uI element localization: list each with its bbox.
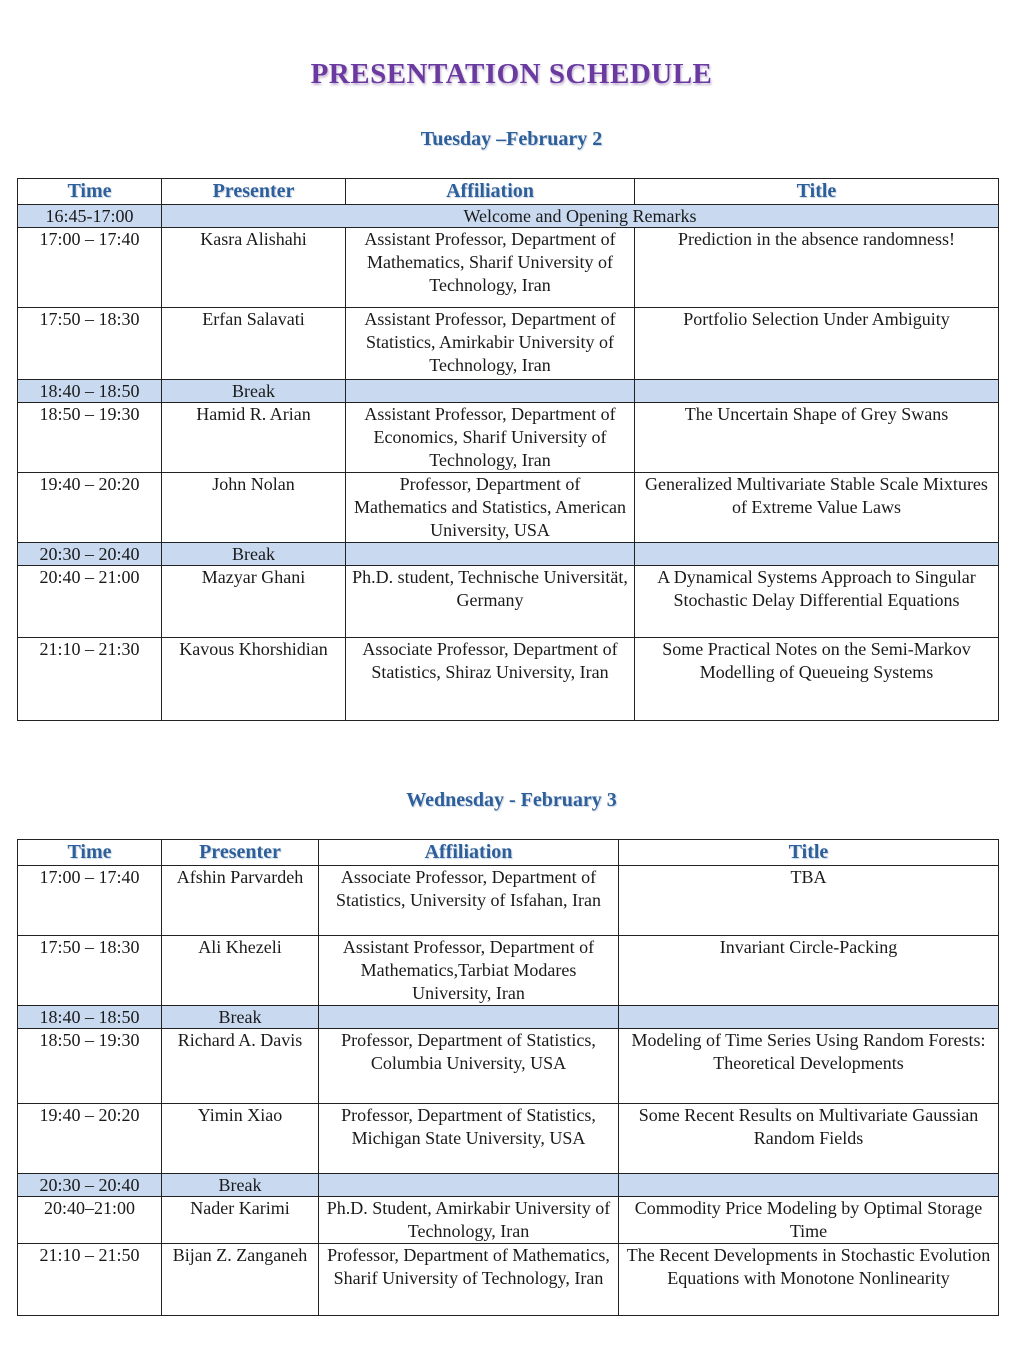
- table-row: [18, 866, 999, 936]
- table-row: [18, 1244, 999, 1316]
- row-presenter: Kasra Alishahi: [162, 228, 346, 308]
- row-title: The Recent Developments in Stochastic Evolution Equations with Monotone Nonlinearity: [619, 1244, 999, 1316]
- table-header-row: [18, 179, 999, 205]
- row-time: 19:40 – 20:20: [18, 1104, 162, 1174]
- page-title: PRESENTATION SCHEDULE: [310, 58, 713, 90]
- header-title: Title: [635, 179, 999, 205]
- day-heading-tuesday: Tuesday –February 2: [420, 128, 603, 150]
- row-affiliation: Ph.D. student, Technische Universität, Germany: [346, 566, 635, 638]
- row-title: Prediction in the absence randomness!: [635, 228, 999, 308]
- day-heading-wednesday: Wednesday - February 3: [406, 789, 617, 811]
- row-affiliation: Professor, Department of Mathematics, Sharif University of Technology, Iran: [319, 1244, 619, 1316]
- row-affiliation: Assistant Professor, Department of Statistics, Amirkabir University of Technology, Iran: [346, 308, 635, 380]
- table-row: [18, 1029, 999, 1104]
- row-title: Commodity Price Modeling by Optimal Storage Time: [619, 1197, 999, 1244]
- row-time: 17:50 – 18:30: [18, 308, 162, 380]
- opening-remarks: Welcome and Opening Remarks: [162, 205, 999, 228]
- opening-row: [18, 205, 999, 228]
- row-affiliation: Associate Professor, Department of Statistics, University of Isfahan, Iran: [319, 866, 619, 936]
- header-time: Time: [18, 840, 162, 866]
- row-time: 17:00 – 17:40: [18, 866, 162, 936]
- row-title: Modeling of Time Series Using Random Forests: Theoretical Developments: [619, 1029, 999, 1104]
- row-title: Portfolio Selection Under Ambiguity: [635, 308, 999, 380]
- header-time: Time: [18, 179, 162, 205]
- row-time: 19:40 – 20:20: [18, 473, 162, 543]
- row-title: Generalized Multivariate Stable Scale Mixtures of Extreme Value Laws: [635, 473, 999, 543]
- break-row: [18, 1006, 999, 1029]
- table-row: [18, 638, 999, 721]
- table-row: [18, 473, 999, 543]
- header-title: Title: [619, 840, 999, 866]
- row-affiliation: Ph.D. Student, Amirkabir University of Technology, Iran: [319, 1197, 619, 1244]
- row-time: 16:45-17:00: [18, 205, 162, 228]
- row-presenter: Nader Karimi: [162, 1197, 319, 1244]
- row-presenter: Mazyar Ghani: [162, 566, 346, 638]
- table-row: [18, 936, 999, 1006]
- row-time: 18:50 – 19:30: [18, 403, 162, 473]
- row-title: A Dynamical Systems Approach to Singular Stochastic Delay Differential Equations: [635, 566, 999, 638]
- row-time: 17:50 – 18:30: [18, 936, 162, 1006]
- row-presenter: Break: [162, 1174, 319, 1197]
- row-time: 21:10 – 21:50: [18, 1244, 162, 1316]
- row-presenter: Hamid R. Arian: [162, 403, 346, 473]
- row-presenter: Break: [162, 380, 346, 403]
- row-presenter: John Nolan: [162, 473, 346, 543]
- table-row: [18, 566, 999, 638]
- row-affiliation: Associate Professor, Department of Statistics, Shiraz University, Iran: [346, 638, 635, 721]
- break-row: [18, 380, 999, 403]
- row-affiliation: Assistant Professor, Department of Mathematics,Tarbiat Modares University, Iran: [319, 936, 619, 1006]
- header-presenter: Presenter: [162, 840, 319, 866]
- row-time: 20:40 – 21:00: [18, 566, 162, 638]
- schedule-table-wednesday: [17, 839, 999, 1316]
- table-row: [18, 308, 999, 380]
- row-presenter: Yimin Xiao: [162, 1104, 319, 1174]
- row-presenter: Erfan Salavati: [162, 308, 346, 380]
- table-row: [18, 228, 999, 308]
- table-row: [18, 1197, 999, 1244]
- row-presenter: Afshin Parvardeh: [162, 866, 319, 936]
- row-time: 18:40 – 18:50: [18, 1006, 162, 1029]
- row-affiliation: Professor, Department of Statistics, Michigan State University, USA: [319, 1104, 619, 1174]
- header-affiliation: Affiliation: [319, 840, 619, 866]
- row-title: Invariant Circle-Packing: [619, 936, 999, 1006]
- break-row: [18, 1174, 999, 1197]
- row-title: Some Practical Notes on the Semi-Markov Modelling of Queueing Systems: [635, 638, 999, 721]
- row-presenter: Break: [162, 1006, 319, 1029]
- row-affiliation: Professor, Department of Statistics, Columbia University, USA: [319, 1029, 619, 1104]
- row-time: 20:30 – 20:40: [18, 543, 162, 566]
- break-row: [18, 543, 999, 566]
- row-title: Some Recent Results on Multivariate Gaussian Random Fields: [619, 1104, 999, 1174]
- row-presenter: Ali Khezeli: [162, 936, 319, 1006]
- header-presenter: Presenter: [162, 179, 346, 205]
- row-title: TBA: [619, 866, 999, 936]
- table-row: [18, 1104, 999, 1174]
- row-presenter: Bijan Z. Zanganeh: [162, 1244, 319, 1316]
- row-affiliation: Assistant Professor, Department of Mathematics, Sharif University of Technology, Iran: [346, 228, 635, 308]
- header-affiliation: Affiliation: [346, 179, 635, 205]
- row-time: 18:50 – 19:30: [18, 1029, 162, 1104]
- row-presenter: Richard A. Davis: [162, 1029, 319, 1104]
- row-presenter: Kavous Khorshidian: [162, 638, 346, 721]
- row-affiliation: Professor, Department of Mathematics and Statistics, American University, USA: [346, 473, 635, 543]
- row-time: 18:40 – 18:50: [18, 380, 162, 403]
- row-time: 21:10 – 21:30: [18, 638, 162, 721]
- table-row: [18, 403, 999, 473]
- schedule-table-tuesday: [17, 178, 999, 721]
- row-time: 20:30 – 20:40: [18, 1174, 162, 1197]
- row-time: 17:00 – 17:40: [18, 228, 162, 308]
- table-header-row: [18, 840, 999, 866]
- row-title: The Uncertain Shape of Grey Swans: [635, 403, 999, 473]
- row-affiliation: Assistant Professor, Department of Economics, Sharif University of Technology, Iran: [346, 403, 635, 473]
- row-time: 20:40–21:00: [18, 1197, 162, 1244]
- row-presenter: Break: [162, 543, 346, 566]
